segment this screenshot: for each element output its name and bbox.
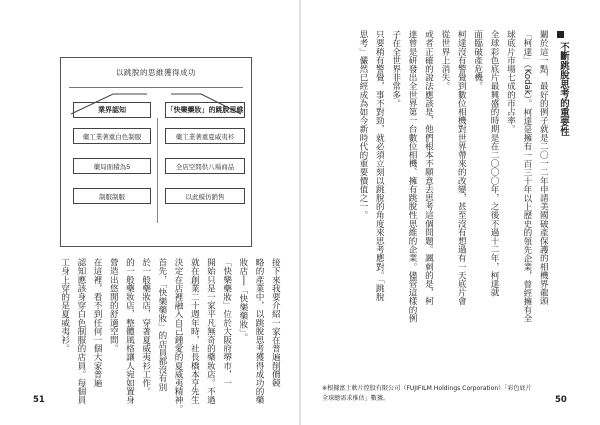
section-heading: 不斷跳脫思考的重要性 [558,42,569,136]
left-page-text-column: 妝店──「快樂藥妝」。 [237,258,248,342]
footnote: ※根據富士軟片控股有限公司（FUJIFILM Holdings Corporation）「彩色底片全球總需求推估」數據。 [322,385,532,402]
right-page-text-column: 關於這一點，最好的例子就是二〇一二年申請美國破產保護的相機界龍頭 [538,30,549,306]
right-page-text-column: 柯達沒有警覺到數位相機對世界帶來的改變，甚至沒有想過有一天底片會 [456,30,467,306]
left-page-text-column: 營造出悠閒的舒適空間。 [108,258,119,353]
right-page-text-column: 全球彩色底片最興盛的時期是在二〇〇〇年，之後不過十二年，柯達就 [489,30,500,297]
right-column-heading: 「快樂藥妝」的跳脫思維 [165,102,245,118]
right-page-text-column: 「柯達」（Kodak）。柯達是擁有一百三十年以上歷史的領先企業，曾經擁有全 [521,30,532,323]
left-page-text-column: 的一般藥妝店，整體風格讓人宛如置身 [124,258,135,405]
left-page-text-column: 首先，「快樂藥妝」的店員都沒有別 [156,258,167,392]
page-gutter [299,0,301,425]
heading-bullet-icon [557,31,564,38]
right-item-1: 藥工業著重夏威夷衫 [165,128,245,144]
left-page-text-column: 決定在店裡融入自己鍾愛的夏威夷精神。 [173,258,184,413]
left-page-text-column: 於一般藥妝店，穿著夏威夷衫工作。 [140,258,151,396]
left-page-text-column: 就在創業二十週年時，社長橋本亨先生 [189,258,200,405]
left-page-text-column: 接下來我要介紹一家在普遍削價競 [270,258,281,387]
left-item-3: 制服制服 [73,188,151,204]
right-page-text-column: 子在全世界非常多。 [390,30,401,108]
page-number-left: 51 [33,395,45,405]
right-page-text-column: 只要稍有警覺，事不對勁，就必須立刻以跳脫的角度來思考應對。「跳脫 [374,30,385,301]
right-page-text-column: 思考」儼然已經成為如今新時代的重要價值之一。 [357,30,368,220]
left-page-text-column: 工身上穿的是夏威夷衫。 [59,258,70,353]
column-divider [157,118,158,223]
left-column-heading: 業界認知 [73,102,151,118]
left-page-text-column: 認知應該身穿白色制服的店員。每個員 [75,258,86,405]
right-page-text-column: 從世界上消失。 [439,30,450,91]
diagram-title: 以跳脫的思維獲得成功 [116,68,196,77]
left-item-2: 藥局面積為5 [73,158,151,174]
left-page-text-column: 在這裡，看不到任何一個大家普遍 [92,258,103,387]
right-page-text-column: 或者正確的說法應該是，他們根本不願意去思考這個問題。諷刺的是，柯 [423,30,434,306]
left-page-text-column: 開始只是一家平凡無奇的藥妝店。不過 [205,258,216,405]
left-page-text-column: 略的產業中，以跳脫思考獲得成功的藥 [254,258,265,405]
right-page-text-column: 面臨破產危機。 [472,30,483,91]
diagram-connectors [61,58,251,246]
right-page-text-column: 達曾是研發出全世界第一台數位相機、擁有跳脫性思維的企業。儘管這樣的例 [407,30,418,323]
left-item-1: 藥工業著重白色制服 [73,128,151,144]
comparison-diagram [60,57,252,247]
page-number-right: 50 [555,395,567,405]
right-item-2: 全店空間供八場商品 [165,158,245,174]
left-page-text-column: 「快樂藥妝」位於大阪府堺市，一 [221,258,232,387]
right-page-text-column: 球底片市場七成的市占率。 [505,30,516,134]
right-item-3: 以此模仿銷售 [165,188,245,204]
